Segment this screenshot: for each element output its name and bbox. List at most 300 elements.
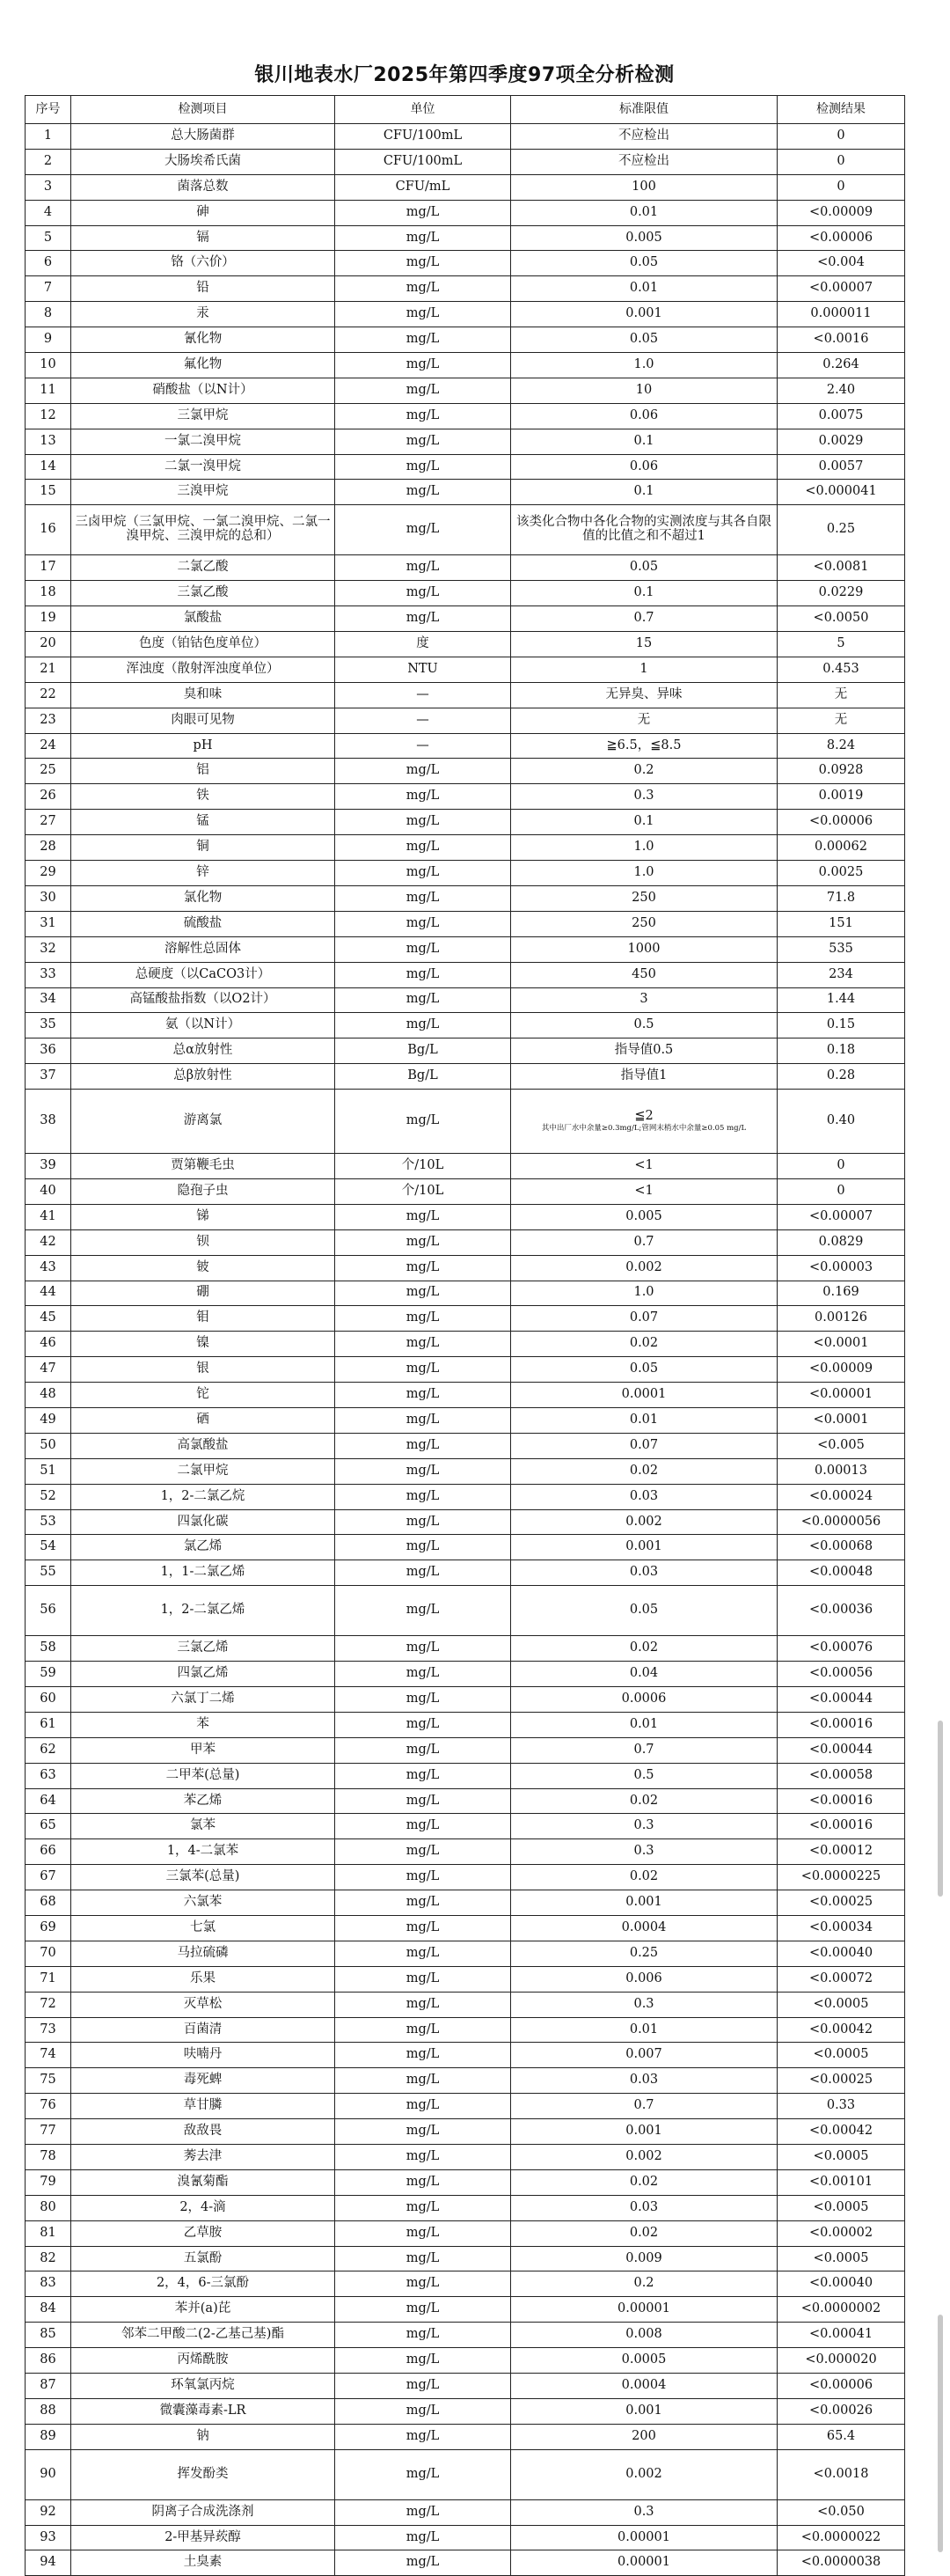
cell-result: 0.25	[778, 505, 905, 555]
cell-item: 六氯丁二烯	[71, 1686, 335, 1712]
table-row	[26, 1281, 905, 1306]
cell-item: 硒	[71, 1407, 335, 1433]
cell-result: 0.15	[778, 1013, 905, 1038]
table-row	[26, 1686, 905, 1712]
table-row	[26, 454, 905, 480]
table-row	[26, 708, 905, 733]
cell-unit: mg/L	[335, 1865, 511, 1890]
table-row	[26, 2424, 905, 2449]
table-row	[26, 1586, 905, 1636]
cell-limit: 1.0	[511, 861, 778, 886]
cell-item: 1，2-二氯乙烷	[71, 1484, 335, 1509]
cell-index: 47	[26, 1357, 71, 1383]
cell-index: 13	[26, 429, 71, 454]
table-row	[26, 861, 905, 886]
cell-index: 72	[26, 1992, 71, 2017]
table-row	[26, 1662, 905, 1687]
cell-limit: 0.001	[511, 2119, 778, 2145]
cell-item: 1，4-二氯苯	[71, 1839, 335, 1865]
table-row	[26, 2195, 905, 2220]
cell-unit: mg/L	[335, 1686, 511, 1712]
table-row	[26, 2169, 905, 2195]
cell-limit: 0.005	[511, 225, 778, 251]
cell-limit: 0.3	[511, 1992, 778, 2017]
cell-index: 37	[26, 1064, 71, 1090]
cell-unit: NTU	[335, 657, 511, 682]
cell-result: <0.00003	[778, 1255, 905, 1281]
cell-index: 17	[26, 555, 71, 581]
cell-item: 邻苯二甲酸二(2-乙基己基)酯	[71, 2323, 335, 2348]
scrollbar-thumb-lower[interactable]	[938, 2315, 943, 2552]
cell-result: <0.00006	[778, 2374, 905, 2399]
cell-unit: mg/L	[335, 1306, 511, 1332]
cell-index: 83	[26, 2271, 71, 2297]
table-row	[26, 2271, 905, 2297]
cell-index: 51	[26, 1458, 71, 1484]
table-row	[26, 2525, 905, 2550]
cell-limit: 0.06	[511, 403, 778, 429]
table-row	[26, 1484, 905, 1509]
cell-limit: 0.01	[511, 2017, 778, 2043]
cell-index: 27	[26, 810, 71, 835]
cell-item: 游离氯	[71, 1090, 335, 1154]
cell-unit: Bg/L	[335, 1064, 511, 1090]
cell-item: 臭和味	[71, 682, 335, 708]
cell-limit: 0.03	[511, 1484, 778, 1509]
table-row	[26, 784, 905, 810]
table-header-row	[26, 96, 905, 124]
cell-index: 42	[26, 1229, 71, 1255]
cell-index: 16	[26, 505, 71, 555]
table-row	[26, 1890, 905, 1916]
cell-unit: mg/L	[335, 2094, 511, 2119]
cell-limit: 0.7	[511, 2094, 778, 2119]
cell-unit: mg/L	[335, 1332, 511, 1357]
cell-item: 大肠埃希氏菌	[71, 149, 335, 174]
cell-result: <0.00048	[778, 1560, 905, 1586]
cell-limit: 0.03	[511, 2195, 778, 2220]
cell-unit: mg/L	[335, 378, 511, 403]
cell-result: <0.00009	[778, 1357, 905, 1383]
cell-limit: 0.007	[511, 2043, 778, 2068]
cell-index: 68	[26, 1890, 71, 1916]
cell-result: 0.18	[778, 1038, 905, 1064]
cell-unit: 度	[335, 632, 511, 657]
cell-item: 总硬度（以CaCO3计）	[71, 962, 335, 987]
cell-item: 二氯甲烷	[71, 1458, 335, 1484]
cell-limit: 0.7	[511, 1737, 778, 1763]
cell-result: 0.33	[778, 2094, 905, 2119]
cell-limit: 0.006	[511, 1966, 778, 1992]
cell-item: 镍	[71, 1332, 335, 1357]
cell-index: 48	[26, 1383, 71, 1408]
cell-index: 38	[26, 1090, 71, 1154]
table-row	[26, 657, 905, 682]
cell-result: <0.00068	[778, 1535, 905, 1560]
cell-index: 40	[26, 1178, 71, 1204]
cell-item: 氰化物	[71, 327, 335, 353]
table-row	[26, 810, 905, 835]
cell-result: <0.0005	[778, 2145, 905, 2170]
cell-index: 25	[26, 759, 71, 784]
cell-limit: 0.002	[511, 1509, 778, 1535]
cell-unit: CFU/100mL	[335, 149, 511, 174]
cell-limit: 0.05	[511, 251, 778, 276]
cell-result: <0.000020	[778, 2348, 905, 2374]
cell-limit: 0.3	[511, 784, 778, 810]
cell-limit: 0.02	[511, 1788, 778, 1814]
table-row	[26, 885, 905, 911]
cell-index: 70	[26, 1941, 71, 1966]
cell-result: 0.0019	[778, 784, 905, 810]
cell-index: 9	[26, 327, 71, 353]
table-row	[26, 302, 905, 327]
cell-item: 三氯乙烯	[71, 1636, 335, 1662]
cell-index: 20	[26, 632, 71, 657]
table-row	[26, 2068, 905, 2094]
cell-item: 马拉硫磷	[71, 1941, 335, 1966]
cell-index: 8	[26, 302, 71, 327]
cell-index: 62	[26, 1737, 71, 1763]
cell-limit	[511, 1090, 778, 1154]
cell-unit: mg/L	[335, 1839, 511, 1865]
cell-item: 砷	[71, 200, 335, 225]
cell-limit: 不应检出	[511, 149, 778, 174]
cell-unit: mg/L	[335, 454, 511, 480]
table-row	[26, 2017, 905, 2043]
cell-limit: 指导值1	[511, 1064, 778, 1090]
cell-result: 0.453	[778, 657, 905, 682]
table-row	[26, 1383, 905, 1408]
cell-unit: mg/L	[335, 2323, 511, 2348]
cell-index: 84	[26, 2297, 71, 2323]
cell-index: 89	[26, 2424, 71, 2449]
cell-unit: mg/L	[335, 2550, 511, 2576]
cell-index: 73	[26, 2017, 71, 2043]
cell-result: 0.264	[778, 353, 905, 378]
cell-limit: 1	[511, 657, 778, 682]
cell-unit: mg/L	[335, 327, 511, 353]
cell-limit: 0.00001	[511, 2297, 778, 2323]
cell-limit: 450	[511, 962, 778, 987]
cell-index: 79	[26, 2169, 71, 2195]
cell-unit: mg/L	[335, 2297, 511, 2323]
cell-unit: mg/L	[335, 1814, 511, 1839]
cell-result: <0.0050	[778, 606, 905, 632]
cell-result: <0.00025	[778, 1890, 905, 1916]
table-row	[26, 1560, 905, 1586]
cell-limit: 0.01	[511, 276, 778, 302]
cell-result: <0.00001	[778, 1383, 905, 1408]
cell-result: <0.0005	[778, 1992, 905, 2017]
cell-item: 土臭素	[71, 2550, 335, 2576]
cell-item: 四氯乙烯	[71, 1662, 335, 1687]
cell-result: <0.004	[778, 251, 905, 276]
header-unit: 单位	[335, 96, 511, 124]
cell-index: 21	[26, 657, 71, 682]
cell-limit: 0.5	[511, 1763, 778, 1788]
cell-result: <0.00012	[778, 1839, 905, 1865]
cell-limit: 0.02	[511, 1332, 778, 1357]
cell-index: 5	[26, 225, 71, 251]
table-row	[26, 353, 905, 378]
cell-item: 溶解性总固体	[71, 936, 335, 962]
cell-limit: 0.1	[511, 480, 778, 505]
cell-unit: mg/L	[335, 759, 511, 784]
cell-item: 菌落总数	[71, 174, 335, 200]
cell-index: 81	[26, 2220, 71, 2246]
cell-unit: —	[335, 708, 511, 733]
cell-result: 71.8	[778, 885, 905, 911]
cell-item: 二甲苯(总量)	[71, 1763, 335, 1788]
table-row	[26, 2119, 905, 2145]
cell-item: 2，4，6-三氯酚	[71, 2271, 335, 2297]
cell-unit: mg/L	[335, 784, 511, 810]
table-row	[26, 632, 905, 657]
cell-result: <0.000041	[778, 480, 905, 505]
table-row	[26, 1064, 905, 1090]
cell-index: 88	[26, 2398, 71, 2424]
cell-item: 六氯苯	[71, 1890, 335, 1916]
cell-result: <0.00042	[778, 2119, 905, 2145]
cell-limit: 0.1	[511, 810, 778, 835]
cell-result: 0.28	[778, 1064, 905, 1090]
table-row	[26, 1038, 905, 1064]
cell-index: 33	[26, 962, 71, 987]
cell-unit: mg/L	[335, 1255, 511, 1281]
cell-item: 氟化物	[71, 353, 335, 378]
cell-index: 66	[26, 1839, 71, 1865]
cell-limit: 0.06	[511, 454, 778, 480]
table-row	[26, 225, 905, 251]
cell-unit: —	[335, 682, 511, 708]
cell-index: 28	[26, 835, 71, 861]
cell-index: 74	[26, 2043, 71, 2068]
cell-unit: mg/L	[335, 2271, 511, 2297]
cell-unit: mg/L	[335, 1013, 511, 1038]
cell-index: 1	[26, 124, 71, 150]
cell-limit: 0.01	[511, 1407, 778, 1433]
cell-limit: 0.2	[511, 2271, 778, 2297]
cell-index: 18	[26, 581, 71, 606]
cell-result: 0	[778, 124, 905, 150]
cell-index: 56	[26, 1586, 71, 1636]
cell-limit: 0.05	[511, 1357, 778, 1383]
cell-result: <0.00040	[778, 2271, 905, 2297]
cell-index: 86	[26, 2348, 71, 2374]
table-row	[26, 2449, 905, 2499]
cell-unit: mg/L	[335, 911, 511, 936]
cell-item: 二氯乙酸	[71, 555, 335, 581]
table-row	[26, 606, 905, 632]
cell-limit: 0.25	[511, 1941, 778, 1966]
cell-index: 93	[26, 2525, 71, 2550]
cell-limit: 0.5	[511, 1013, 778, 1038]
cell-item: 四氯化碳	[71, 1509, 335, 1535]
cell-index: 87	[26, 2374, 71, 2399]
table-row	[26, 911, 905, 936]
cell-result: 0.0075	[778, 403, 905, 429]
cell-item: 铝	[71, 759, 335, 784]
cell-result: <0.00006	[778, 810, 905, 835]
cell-result: <0.00025	[778, 2068, 905, 2094]
cell-limit: 100	[511, 174, 778, 200]
cell-result: 0.0057	[778, 454, 905, 480]
cell-result: 0.00013	[778, 1458, 905, 1484]
table-row	[26, 555, 905, 581]
cell-item: 三氯苯(总量)	[71, 1865, 335, 1890]
cell-item: 挥发酚类	[71, 2449, 335, 2499]
cell-item: 三氯甲烷	[71, 403, 335, 429]
cell-item: pH	[71, 733, 335, 759]
cell-item: 1，2-二氯乙烯	[71, 1586, 335, 1636]
cell-unit: mg/L	[335, 606, 511, 632]
cell-result: <0.00040	[778, 1941, 905, 1966]
cell-unit: mg/L	[335, 810, 511, 835]
table-row	[26, 1013, 905, 1038]
cell-item: 肉眼可见物	[71, 708, 335, 733]
cell-result: <0.0005	[778, 2246, 905, 2271]
cell-item: 镉	[71, 225, 335, 251]
cell-result: <0.050	[778, 2499, 905, 2525]
cell-limit: 0.1	[511, 581, 778, 606]
cell-limit: 0.7	[511, 1229, 778, 1255]
cell-index: 76	[26, 2094, 71, 2119]
table-row	[26, 682, 905, 708]
cell-index: 58	[26, 1636, 71, 1662]
table-body	[26, 124, 905, 2576]
cell-index: 80	[26, 2195, 71, 2220]
cell-limit: 0.04	[511, 1662, 778, 1687]
cell-index: 3	[26, 174, 71, 200]
cell-result: <0.00076	[778, 1636, 905, 1662]
cell-result: 0	[778, 174, 905, 200]
cell-unit: mg/L	[335, 1941, 511, 1966]
cell-result: 234	[778, 962, 905, 987]
table-row	[26, 1941, 905, 1966]
cell-index: 78	[26, 2145, 71, 2170]
cell-item: 百菌清	[71, 2017, 335, 2043]
limit-value: ≦2	[634, 1109, 654, 1123]
cell-item: 氯乙烯	[71, 1535, 335, 1560]
cell-result: <0.0000056	[778, 1509, 905, 1535]
cell-limit: 250	[511, 911, 778, 936]
cell-index: 10	[26, 353, 71, 378]
table-row	[26, 2374, 905, 2399]
cell-item: 溴氰菊酯	[71, 2169, 335, 2195]
table-row	[26, 429, 905, 454]
cell-unit: mg/L	[335, 251, 511, 276]
cell-limit: 0.02	[511, 2169, 778, 2195]
cell-index: 32	[26, 936, 71, 962]
table-row	[26, 378, 905, 403]
page-title: 银川地表水厂2025年第四季度97项全分析检测	[254, 64, 675, 86]
cell-item: 浑浊度（散射浑浊度单位）	[71, 657, 335, 682]
table-row	[26, 1433, 905, 1458]
cell-index: 61	[26, 1712, 71, 1737]
cell-item: 总β放射性	[71, 1064, 335, 1090]
table-row	[26, 1839, 905, 1865]
cell-index: 4	[26, 200, 71, 225]
cell-result: <0.00016	[778, 1788, 905, 1814]
cell-item: 铅	[71, 276, 335, 302]
cell-index: 35	[26, 1013, 71, 1038]
cell-result: 0.00062	[778, 835, 905, 861]
cell-result: 0.169	[778, 1281, 905, 1306]
cell-limit: 0.02	[511, 1458, 778, 1484]
table-row	[26, 2398, 905, 2424]
cell-index: 53	[26, 1509, 71, 1535]
cell-item: 七氯	[71, 1916, 335, 1941]
cell-index: 22	[26, 682, 71, 708]
cell-item: 1，1-二氯乙烯	[71, 1560, 335, 1586]
cell-item: 锑	[71, 1204, 335, 1229]
cell-unit: mg/L	[335, 2145, 511, 2170]
table-row	[26, 2246, 905, 2271]
cell-unit: 个/10L	[335, 1178, 511, 1204]
cell-limit: 0.3	[511, 1839, 778, 1865]
cell-index: 92	[26, 2499, 71, 2525]
cell-item: 苯并(a)芘	[71, 2297, 335, 2323]
cell-limit: 0.07	[511, 1306, 778, 1332]
cell-limit: 0.05	[511, 327, 778, 353]
table-row	[26, 2348, 905, 2374]
cell-result: 0.0928	[778, 759, 905, 784]
cell-item: 乐果	[71, 1966, 335, 1992]
table-row	[26, 1407, 905, 1433]
cell-unit: mg/L	[335, 2017, 511, 2043]
cell-result: 无	[778, 682, 905, 708]
cell-limit: 0.0006	[511, 1686, 778, 1712]
cell-unit: mg/L	[335, 555, 511, 581]
cell-index: 77	[26, 2119, 71, 2145]
cell-limit: 0.002	[511, 2145, 778, 2170]
cell-index: 46	[26, 1332, 71, 1357]
table-row	[26, 2499, 905, 2525]
cell-index: 85	[26, 2323, 71, 2348]
cell-limit: <1	[511, 1154, 778, 1179]
cell-item: 铜	[71, 835, 335, 861]
cell-unit: mg/L	[335, 1992, 511, 2017]
cell-limit: <1	[511, 1178, 778, 1204]
cell-limit: 0.02	[511, 2220, 778, 2246]
cell-result: 65.4	[778, 2424, 905, 2449]
cell-unit: mg/L	[335, 2525, 511, 2550]
table-row	[26, 2043, 905, 2068]
cell-result: 0.0029	[778, 429, 905, 454]
cell-limit: 0.008	[511, 2323, 778, 2348]
cell-item: 五氯酚	[71, 2246, 335, 2271]
cell-item: 铁	[71, 784, 335, 810]
cell-limit: 0.001	[511, 2398, 778, 2424]
cell-unit: mg/L	[335, 936, 511, 962]
cell-index: 55	[26, 1560, 71, 1586]
cell-result: <0.005	[778, 1433, 905, 1458]
cell-item: 灭草松	[71, 1992, 335, 2017]
cell-index: 52	[26, 1484, 71, 1509]
cell-item: 汞	[71, 302, 335, 327]
cell-unit: mg/L	[335, 2119, 511, 2145]
cell-limit: 0.00001	[511, 2550, 778, 2576]
cell-item: 钠	[71, 2424, 335, 2449]
scrollbar-thumb[interactable]	[938, 1721, 943, 1897]
cell-item: 草甘膦	[71, 2094, 335, 2119]
cell-result: <0.00009	[778, 200, 905, 225]
cell-index: 75	[26, 2068, 71, 2094]
cell-unit: mg/L	[335, 962, 511, 987]
cell-limit: 0.001	[511, 1535, 778, 1560]
cell-unit: mg/L	[335, 1763, 511, 1788]
